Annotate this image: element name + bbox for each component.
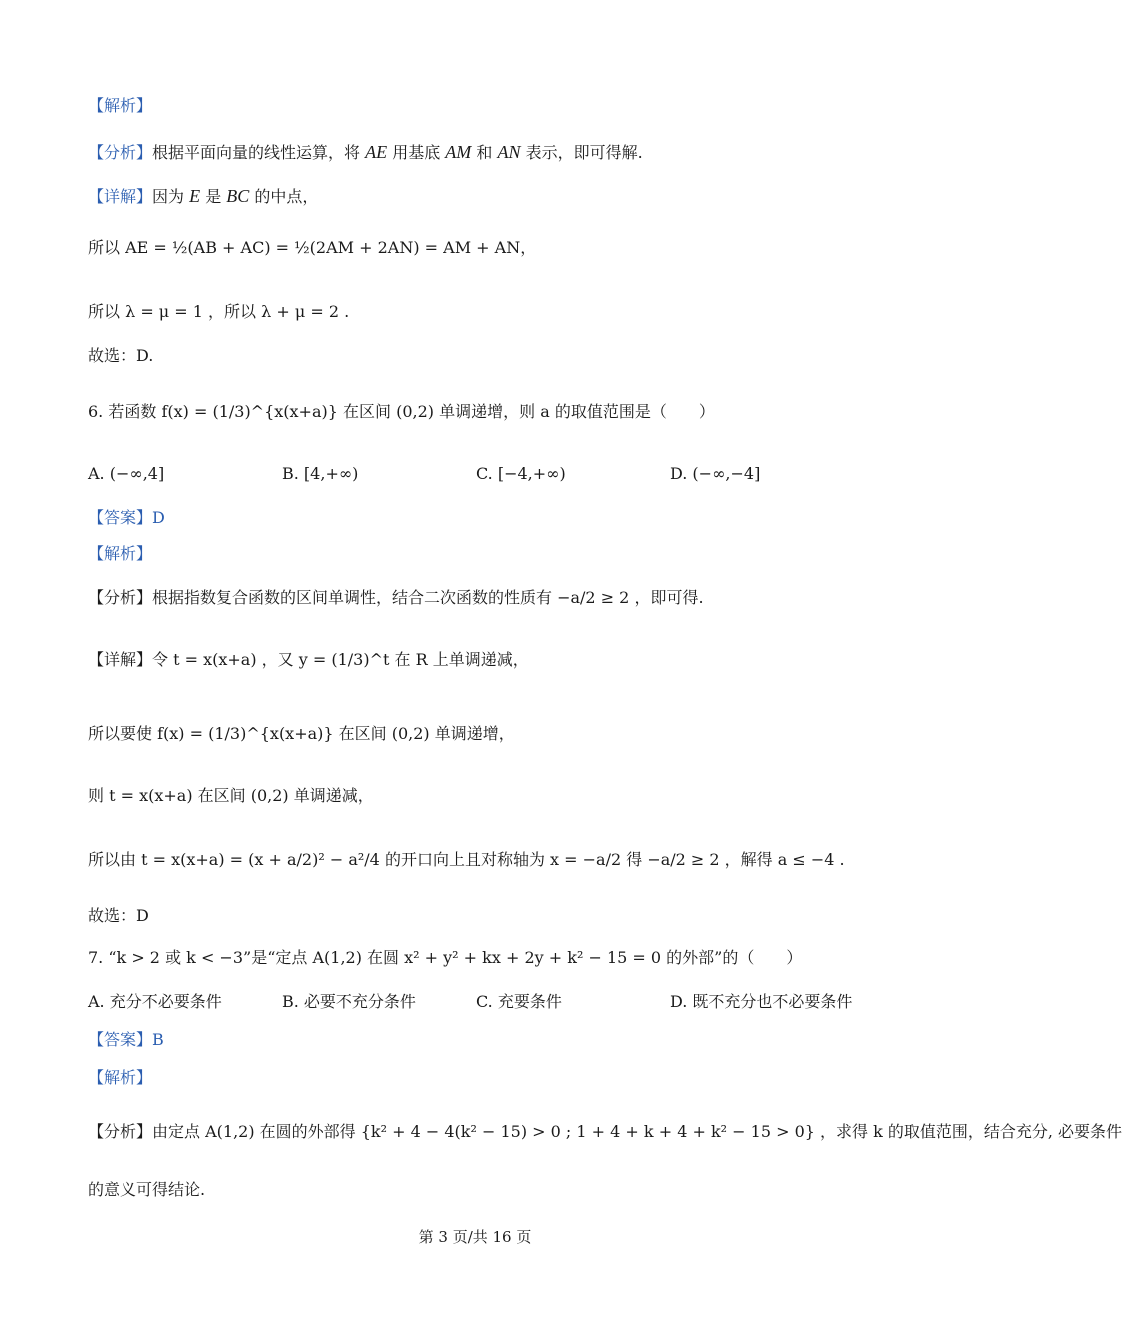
q7-option-c: C. 充要条件 [476, 992, 562, 1011]
q7-answer: 【答案】B [88, 1030, 164, 1049]
q7-option-a: A. 充分不必要条件 [88, 992, 222, 1011]
q7-analysis-label: 【解析】 [88, 1068, 153, 1087]
q6-detail-2: 所以要使 f(x) = (1/3)^{x(x+a)} 在区间 (0,2) 单调递增， [88, 724, 515, 743]
detail-line: 【详解】因为 E 是 BC 的中点， [88, 186, 319, 206]
q6-option-d: D. (−∞,−4] [670, 464, 761, 483]
question-6: 6. 若函数 f(x) = (1/3)^{x(x+a)} 在区间 (0,2) 单调递增，则 a 的取值范围是（ ） [88, 402, 715, 421]
q6-choice: 故选：D [88, 906, 149, 925]
q7-option-b: B. 必要不充分条件 [282, 992, 416, 1011]
q6-detail-4: 所以由 t = x(x+a) = (x + a/2)² − a²/4 的开口向上且对称轴为 x = −a/2 得 −a/2 ≥ 2 ，解得 a ≤ −4 . [88, 850, 845, 869]
page-footer: 第 3 页/共 16 页 [418, 1228, 532, 1246]
section-label-analysis: 【解析】 [88, 96, 153, 115]
q6-detail-3: 则 t = x(x+a) 在区间 (0,2) 单调递减， [88, 786, 374, 805]
q7-analysis-continued: 的意义可得结论. [88, 1180, 206, 1199]
question-7: 7. “k > 2 或 k < −3”是“定点 A(1,2) 在圆 x² + y² + kx + 2y + k² − 15 = 0 的外部”的（ ） [88, 948, 803, 967]
q6-option-a: A. (−∞,4] [88, 464, 165, 483]
q6-analysis: 【分析】根据指数复合函数的区间单调性，结合二次函数的性质有 −a/2 ≥ 2 ，即可得. [88, 588, 704, 607]
q6-option-b: B. [4,+∞) [282, 464, 359, 483]
q6-detail-1: 【详解】令 t = x(x+a) ，又 y = (1/3)^t 在 R 上单调递减， [88, 650, 529, 669]
analysis-line: 【分析】根据平面向量的线性运算，将 AE 用基底 AM 和 AN 表示，即可得解. [88, 142, 643, 162]
formula-line: 所以 AE = ½(AB + AC) = ½(2AM + 2AN) = AM + AN， [88, 238, 537, 257]
q6-analysis-label: 【解析】 [88, 544, 153, 563]
q6-answer: 【答案】D [88, 508, 165, 527]
q7-analysis: 【分析】由定点 A(1,2) 在圆的外部得 {k² + 4 − 4(k² − 15) > 0 ; 1 + 4 + k + 4 + k² − 15 > 0} ，求得 k 的取值范围，结合充分, 必要条件 [88, 1122, 1122, 1141]
q7-option-d: D. 既不充分也不必要条件 [670, 992, 853, 1011]
q6-option-c: C. [−4,+∞) [476, 464, 566, 483]
choice-line: 故选：D. [88, 346, 154, 365]
result-line: 所以 λ = μ = 1 ，所以 λ + μ = 2 . [88, 302, 350, 321]
